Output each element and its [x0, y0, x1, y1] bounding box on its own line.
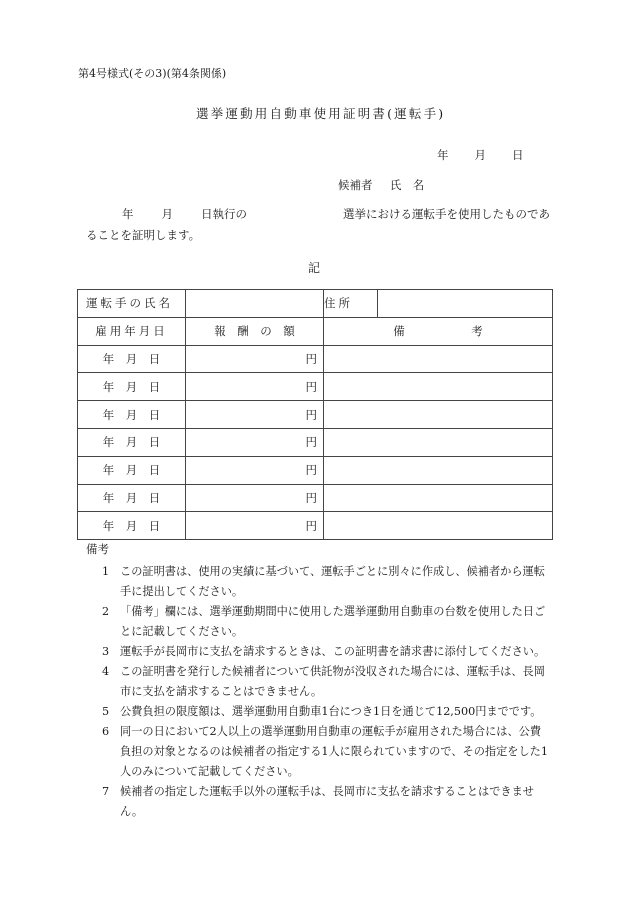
table-row — [78, 345, 553, 373]
fee-header: 報 酬 の 額 — [186, 317, 324, 345]
notes-section — [86, 544, 556, 822]
candidate-label: 候補者 — [338, 178, 373, 192]
table-row — [78, 428, 553, 456]
hire-date-cell[interactable]: 年 月 日 — [78, 456, 186, 484]
note-number: 7 — [102, 784, 110, 798]
fee-cell[interactable]: 円 — [186, 456, 324, 484]
table-row — [78, 456, 553, 484]
note-text: この証明書を発行した候補者について供託物が没収された場合には、運転手は、長岡市に支払を請求することはできません。 — [120, 664, 545, 698]
table-row — [78, 512, 553, 540]
column-header-row — [78, 317, 553, 345]
hire-date-cell[interactable]: 年 月 日 — [78, 512, 186, 540]
table-row — [78, 373, 553, 401]
driver-name-label: 運転手の氏名 — [78, 290, 186, 318]
fee-cell[interactable]: 円 — [186, 512, 324, 540]
fee-cell[interactable]: 円 — [186, 401, 324, 429]
fee-cell[interactable]: 円 — [186, 428, 324, 456]
note-item — [86, 602, 556, 642]
remarks-cell[interactable] — [324, 428, 553, 456]
remarks-header — [324, 317, 553, 345]
issue-year-label: 年 — [437, 148, 449, 162]
election-day-label: 日執行の — [201, 207, 247, 221]
hire-date-cell[interactable]: 年 月 日 — [78, 484, 186, 512]
note-item — [86, 642, 556, 662]
fee-cell[interactable]: 円 — [186, 484, 324, 512]
form-number: 第4号様式(その3)(第4条関係) — [78, 67, 227, 80]
hire-date-cell[interactable]: 年 月 日 — [78, 401, 186, 429]
driver-name-field[interactable] — [186, 290, 324, 318]
driver-name-row — [78, 290, 553, 318]
issue-date-line — [437, 150, 524, 162]
hire-date-header: 雇用年月日 — [78, 317, 186, 345]
note-item — [86, 722, 556, 782]
issue-month-label: 月 — [474, 148, 486, 162]
note-item — [86, 662, 556, 702]
candidate-line — [338, 180, 424, 192]
note-item — [86, 702, 556, 722]
driver-fee-table — [77, 289, 553, 540]
ki-heading: 記 — [308, 261, 321, 275]
note-number: 2 — [102, 604, 110, 618]
hire-date-cell[interactable]: 年 月 日 — [78, 373, 186, 401]
certification-tail: 選挙における運転手を使用したものであ — [343, 207, 550, 221]
note-item — [86, 782, 556, 822]
note-number: 5 — [102, 704, 110, 718]
notes-heading: 備考 — [86, 542, 109, 556]
hire-date-cell[interactable]: 年 月 日 — [78, 345, 186, 373]
remarks-cell[interactable] — [324, 401, 553, 429]
issue-day-label: 日 — [512, 148, 524, 162]
note-item — [86, 562, 556, 602]
remarks-header-a: 備 — [393, 324, 405, 339]
note-number: 4 — [102, 664, 110, 678]
document-title: 選挙運動用自動車使用証明書(運転手) — [196, 106, 446, 121]
fee-cell[interactable]: 円 — [186, 373, 324, 401]
remarks-cell[interactable] — [324, 484, 553, 512]
election-year-label: 年 — [122, 207, 134, 221]
candidate-name-label: 氏 名 — [389, 178, 425, 192]
address-label: 住所 — [324, 290, 378, 318]
certification-line-1 — [122, 209, 550, 221]
note-text: 候補者の指定した運転手以外の運転手は、長岡市に支払を請求することはできません。 — [120, 784, 534, 818]
note-text: 運転手が長岡市に支払を請求するときは、この証明書を請求書に添付してください。 — [120, 644, 546, 658]
note-text: 公費負担の限度額は、選挙運動用自動車1台につき1日を通じて12,500円までです。 — [120, 704, 542, 718]
remarks-cell[interactable] — [324, 373, 553, 401]
note-number: 1 — [102, 564, 110, 578]
remarks-cell[interactable] — [324, 345, 553, 373]
note-text: 「備考」欄には、選挙運動期間中に使用した選挙運動用自動車の台数を使用した日ごとに記載してください。 — [120, 604, 546, 638]
remarks-cell[interactable] — [324, 512, 553, 540]
note-text: 同一の日において2人以上の選挙運動用自動車の運転手が雇用された場合には、公費負担の対象となるのは候補者の指定する1人に限られていますので、その指定をした1人のみについて記載してください。 — [120, 724, 548, 778]
fee-cell[interactable]: 円 — [186, 345, 324, 373]
table-row — [78, 484, 553, 512]
election-month-label: 月 — [161, 207, 173, 221]
note-number: 3 — [102, 644, 110, 658]
hire-date-cell[interactable]: 年 月 日 — [78, 428, 186, 456]
remarks-cell[interactable] — [324, 456, 553, 484]
note-number: 6 — [102, 724, 110, 738]
remarks-header-b: 考 — [471, 324, 483, 339]
table-row — [78, 401, 553, 429]
note-text: この証明書は、使用の実績に基づいて、運転手ごとに別々に作成し、候補者から運転手に提出してください。 — [120, 564, 545, 598]
certification-line-2: ることを証明します。 — [86, 228, 201, 242]
address-field[interactable] — [378, 290, 553, 318]
